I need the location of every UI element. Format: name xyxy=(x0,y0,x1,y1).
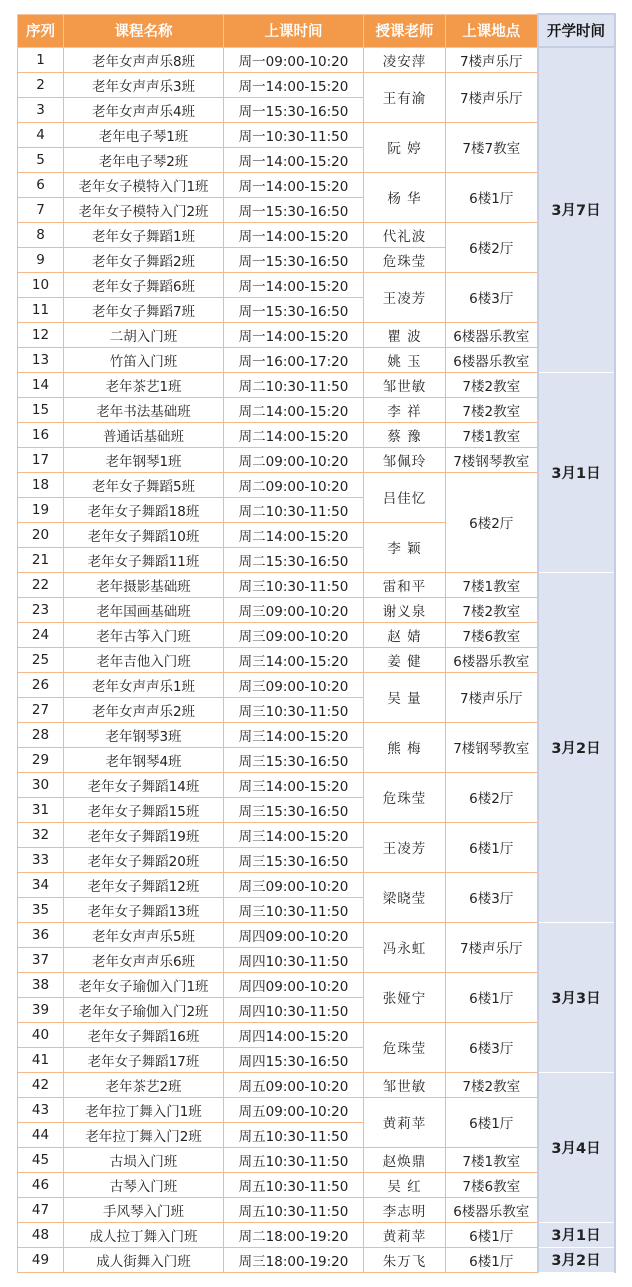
course-name-cell: 老年女子瑜伽入门2班 xyxy=(64,997,224,1022)
teacher-cell: 危珠莹 xyxy=(364,247,446,272)
course-name-cell: 老年女声声乐8班 xyxy=(64,47,224,72)
class-time-cell: 周一15:30-16:50 xyxy=(224,97,364,122)
table-row xyxy=(18,1072,615,1097)
class-time-cell: 周三14:00-15:20 xyxy=(224,822,364,847)
class-time-cell: 周三09:00-10:20 xyxy=(224,672,364,697)
course-name-cell: 老年女子舞蹈13班 xyxy=(64,897,224,922)
table-row xyxy=(18,922,615,947)
row-index-cell: 23 xyxy=(18,597,64,622)
location-cell: 7楼钢琴教室 xyxy=(446,722,538,772)
location-cell: 7楼声乐厅 xyxy=(446,72,538,122)
location-cell: 7楼6教室 xyxy=(446,1172,538,1197)
class-time-cell: 周三14:00-15:20 xyxy=(224,772,364,797)
course-name-cell: 老年电子琴2班 xyxy=(64,147,224,172)
teacher-cell: 姜 健 xyxy=(364,647,446,672)
row-index-cell: 36 xyxy=(18,922,64,947)
teacher-cell: 王凌芳 xyxy=(364,272,446,322)
course-name-cell: 老年钢琴3班 xyxy=(64,722,224,747)
class-time-cell: 周一15:30-16:50 xyxy=(224,297,364,322)
course-name-cell: 老年女子舞蹈15班 xyxy=(64,797,224,822)
header-index: 序列 xyxy=(18,14,64,47)
table-row xyxy=(18,1247,615,1272)
location-cell: 6楼器乐教室 xyxy=(446,347,538,372)
course-name-cell: 老年女子舞蹈5班 xyxy=(64,472,224,497)
table-row xyxy=(18,222,615,247)
table-row xyxy=(18,1097,615,1122)
teacher-cell: 阮 婷 xyxy=(364,122,446,172)
table-row xyxy=(18,472,615,497)
row-index-cell: 32 xyxy=(18,822,64,847)
teacher-cell: 冯永虹 xyxy=(364,922,446,972)
location-cell: 6楼1厅 xyxy=(446,822,538,872)
table-row xyxy=(18,397,615,422)
header-teacher: 授课老师 xyxy=(364,14,446,47)
location-cell: 7楼2教室 xyxy=(446,397,538,422)
location-cell: 6楼器乐教室 xyxy=(446,647,538,672)
table-row xyxy=(18,872,615,897)
location-cell: 6楼3厅 xyxy=(446,872,538,922)
row-index-cell: 4 xyxy=(18,122,64,147)
table-body xyxy=(18,47,615,1272)
row-index-cell: 44 xyxy=(18,1122,64,1147)
class-time-cell: 周二10:30-11:50 xyxy=(224,497,364,522)
class-time-cell: 周三10:30-11:50 xyxy=(224,572,364,597)
row-index-cell: 31 xyxy=(18,797,64,822)
class-time-cell: 周五09:00-10:20 xyxy=(224,1072,364,1097)
teacher-cell: 姚 玉 xyxy=(364,347,446,372)
class-time-cell: 周一14:00-15:20 xyxy=(224,272,364,297)
course-name-cell: 老年女子舞蹈17班 xyxy=(64,1047,224,1072)
row-index-cell: 37 xyxy=(18,947,64,972)
row-index-cell: 13 xyxy=(18,347,64,372)
location-cell: 6楼2厅 xyxy=(446,472,538,572)
course-name-cell: 老年钢琴1班 xyxy=(64,447,224,472)
row-index-cell: 14 xyxy=(18,372,64,397)
table-row xyxy=(18,722,615,747)
class-time-cell: 周三10:30-11:50 xyxy=(224,697,364,722)
row-index-cell: 17 xyxy=(18,447,64,472)
course-name-cell: 老年茶艺1班 xyxy=(64,372,224,397)
course-name-cell: 老年女子舞蹈7班 xyxy=(64,297,224,322)
row-index-cell: 26 xyxy=(18,672,64,697)
class-time-cell: 周二14:00-15:20 xyxy=(224,422,364,447)
row-index-cell: 19 xyxy=(18,497,64,522)
class-time-cell: 周四09:00-10:20 xyxy=(224,922,364,947)
table-row xyxy=(18,672,615,697)
row-index-cell: 39 xyxy=(18,997,64,1022)
teacher-cell: 邹世敏 xyxy=(364,372,446,397)
header-location: 上课地点 xyxy=(446,14,538,47)
class-time-cell: 周一14:00-15:20 xyxy=(224,222,364,247)
teacher-cell: 朱万飞 xyxy=(364,1247,446,1272)
table-row xyxy=(18,447,615,472)
course-name-cell: 老年女子瑜伽入门1班 xyxy=(64,972,224,997)
class-time-cell: 周三09:00-10:20 xyxy=(224,597,364,622)
class-time-cell: 周二18:00-19:20 xyxy=(224,1222,364,1247)
teacher-cell: 李 祥 xyxy=(364,397,446,422)
location-cell: 6楼1厅 xyxy=(446,1222,538,1247)
header-start-date: 开学时间 xyxy=(538,14,615,47)
class-time-cell: 周四10:30-11:50 xyxy=(224,997,364,1022)
table-row xyxy=(18,172,615,197)
row-index-cell: 27 xyxy=(18,697,64,722)
class-time-cell: 周一14:00-15:20 xyxy=(224,172,364,197)
course-name-cell: 手风琴入门班 xyxy=(64,1197,224,1222)
table-row xyxy=(18,72,615,97)
teacher-cell: 危珠莹 xyxy=(364,1022,446,1072)
class-time-cell: 周二14:00-15:20 xyxy=(224,522,364,547)
location-cell: 7楼1教室 xyxy=(446,422,538,447)
table-row xyxy=(18,1197,615,1222)
row-index-cell: 29 xyxy=(18,747,64,772)
class-time-cell: 周五10:30-11:50 xyxy=(224,1197,364,1222)
row-index-cell: 22 xyxy=(18,572,64,597)
row-index-cell: 5 xyxy=(18,147,64,172)
location-cell: 6楼3厅 xyxy=(446,272,538,322)
course-name-cell: 成人街舞入门班 xyxy=(64,1247,224,1272)
row-index-cell: 48 xyxy=(18,1222,64,1247)
teacher-cell: 李 颖 xyxy=(364,522,446,572)
row-index-cell: 1 xyxy=(18,47,64,72)
table-row xyxy=(18,47,615,72)
course-name-cell: 老年女声声乐2班 xyxy=(64,697,224,722)
class-time-cell: 周五10:30-11:50 xyxy=(224,1172,364,1197)
teacher-cell: 赵 婧 xyxy=(364,622,446,647)
table-row xyxy=(18,572,615,597)
class-time-cell: 周一14:00-15:20 xyxy=(224,72,364,97)
location-cell: 6楼1厅 xyxy=(446,1247,538,1272)
table-row xyxy=(18,1172,615,1197)
row-index-cell: 18 xyxy=(18,472,64,497)
row-index-cell: 6 xyxy=(18,172,64,197)
course-name-cell: 老年女子舞蹈2班 xyxy=(64,247,224,272)
course-name-cell: 老年女子舞蹈18班 xyxy=(64,497,224,522)
class-time-cell: 周一14:00-15:20 xyxy=(224,322,364,347)
row-index-cell: 12 xyxy=(18,322,64,347)
class-time-cell: 周二09:00-10:20 xyxy=(224,447,364,472)
class-time-cell: 周四10:30-11:50 xyxy=(224,947,364,972)
teacher-cell: 蔡 豫 xyxy=(364,422,446,447)
course-name-cell: 老年女子舞蹈12班 xyxy=(64,872,224,897)
row-index-cell: 20 xyxy=(18,522,64,547)
class-time-cell: 周三14:00-15:20 xyxy=(224,647,364,672)
row-index-cell: 21 xyxy=(18,547,64,572)
start-date-cell: 3月1日 xyxy=(538,1222,615,1247)
course-name-cell: 老年女声声乐1班 xyxy=(64,672,224,697)
course-name-cell: 老年拉丁舞入门2班 xyxy=(64,1122,224,1147)
class-time-cell: 周二15:30-16:50 xyxy=(224,547,364,572)
class-time-cell: 周一15:30-16:50 xyxy=(224,247,364,272)
class-time-cell: 周二09:00-10:20 xyxy=(224,472,364,497)
location-cell: 7楼2教室 xyxy=(446,597,538,622)
course-name-cell: 老年古筝入门班 xyxy=(64,622,224,647)
class-time-cell: 周三09:00-10:20 xyxy=(224,872,364,897)
location-cell: 6楼3厅 xyxy=(446,1022,538,1072)
location-cell: 7楼声乐厅 xyxy=(446,47,538,72)
teacher-cell: 熊 梅 xyxy=(364,722,446,772)
table-row xyxy=(18,822,615,847)
location-cell: 6楼1厅 xyxy=(446,972,538,1022)
table-row xyxy=(18,622,615,647)
header-class-time: 上课时间 xyxy=(224,14,364,47)
location-cell: 6楼2厅 xyxy=(446,772,538,822)
teacher-cell: 吴 红 xyxy=(364,1172,446,1197)
class-time-cell: 周一16:00-17:20 xyxy=(224,347,364,372)
table-row xyxy=(18,122,615,147)
class-time-cell: 周二14:00-15:20 xyxy=(224,397,364,422)
teacher-cell: 王有渝 xyxy=(364,72,446,122)
location-cell: 7楼2教室 xyxy=(446,1072,538,1097)
course-name-cell: 老年女子舞蹈14班 xyxy=(64,772,224,797)
row-index-cell: 47 xyxy=(18,1197,64,1222)
location-cell: 6楼1厅 xyxy=(446,1097,538,1147)
header-row xyxy=(18,14,615,47)
class-time-cell: 周四14:00-15:20 xyxy=(224,1022,364,1047)
table-header xyxy=(18,14,615,47)
start-date-cell: 3月1日 xyxy=(538,372,615,572)
location-cell: 7楼1教室 xyxy=(446,1147,538,1172)
location-cell: 7楼1教室 xyxy=(446,572,538,597)
class-time-cell: 周一10:30-11:50 xyxy=(224,122,364,147)
class-time-cell: 周一15:30-16:50 xyxy=(224,197,364,222)
teacher-cell: 邹佩玲 xyxy=(364,447,446,472)
location-cell: 6楼1厅 xyxy=(446,172,538,222)
teacher-cell: 吴 量 xyxy=(364,672,446,722)
table-row xyxy=(18,322,615,347)
table-row xyxy=(18,1022,615,1047)
location-cell: 7楼7教室 xyxy=(446,122,538,172)
teacher-cell: 邹世敏 xyxy=(364,1072,446,1097)
class-time-cell: 周一09:00-10:20 xyxy=(224,47,364,72)
start-date-cell: 3月3日 xyxy=(538,922,615,1072)
table-row xyxy=(18,1147,615,1172)
row-index-cell: 10 xyxy=(18,272,64,297)
row-index-cell: 41 xyxy=(18,1047,64,1072)
location-cell: 6楼2厅 xyxy=(446,222,538,272)
class-time-cell: 周五09:00-10:20 xyxy=(224,1097,364,1122)
row-index-cell: 7 xyxy=(18,197,64,222)
location-cell: 7楼钢琴教室 xyxy=(446,447,538,472)
table-row xyxy=(18,972,615,997)
class-time-cell: 周二10:30-11:50 xyxy=(224,372,364,397)
start-date-cell: 3月2日 xyxy=(538,1247,615,1272)
class-time-cell: 周三10:30-11:50 xyxy=(224,897,364,922)
location-cell: 7楼声乐厅 xyxy=(446,672,538,722)
teacher-cell: 瞿 波 xyxy=(364,322,446,347)
class-time-cell: 周四09:00-10:20 xyxy=(224,972,364,997)
class-time-cell: 周三15:30-16:50 xyxy=(224,797,364,822)
teacher-cell: 吕佳忆 xyxy=(364,472,446,522)
class-time-cell: 周五10:30-11:50 xyxy=(224,1147,364,1172)
location-cell: 7楼2教室 xyxy=(446,372,538,397)
course-name-cell: 老年拉丁舞入门1班 xyxy=(64,1097,224,1122)
teacher-cell: 黄莉苹 xyxy=(364,1097,446,1147)
table-row xyxy=(18,1222,615,1247)
row-index-cell: 30 xyxy=(18,772,64,797)
location-cell: 7楼声乐厅 xyxy=(446,922,538,972)
class-time-cell: 周三09:00-10:20 xyxy=(224,622,364,647)
course-name-cell: 普通话基础班 xyxy=(64,422,224,447)
start-date-cell: 3月4日 xyxy=(538,1072,615,1222)
table-row xyxy=(18,422,615,447)
teacher-cell: 凌安萍 xyxy=(364,47,446,72)
course-name-cell: 竹笛入门班 xyxy=(64,347,224,372)
course-name-cell: 老年国画基础班 xyxy=(64,597,224,622)
table-row xyxy=(18,647,615,672)
course-name-cell: 老年女声声乐3班 xyxy=(64,72,224,97)
table-row xyxy=(18,597,615,622)
row-index-cell: 49 xyxy=(18,1247,64,1272)
row-index-cell: 8 xyxy=(18,222,64,247)
course-name-cell: 老年摄影基础班 xyxy=(64,572,224,597)
course-name-cell: 老年女子舞蹈10班 xyxy=(64,522,224,547)
course-name-cell: 二胡入门班 xyxy=(64,322,224,347)
table-row xyxy=(18,772,615,797)
row-index-cell: 34 xyxy=(18,872,64,897)
course-name-cell: 老年吉他入门班 xyxy=(64,647,224,672)
teacher-cell: 王凌芳 xyxy=(364,822,446,872)
row-index-cell: 43 xyxy=(18,1097,64,1122)
location-cell: 6楼器乐教室 xyxy=(446,1197,538,1222)
course-name-cell: 老年女子模特入门1班 xyxy=(64,172,224,197)
location-cell: 7楼6教室 xyxy=(446,622,538,647)
row-index-cell: 40 xyxy=(18,1022,64,1047)
course-name-cell: 老年书法基础班 xyxy=(64,397,224,422)
row-index-cell: 35 xyxy=(18,897,64,922)
table-row xyxy=(18,272,615,297)
course-name-cell: 老年女子模特入门2班 xyxy=(64,197,224,222)
class-time-cell: 周一14:00-15:20 xyxy=(224,147,364,172)
row-index-cell: 9 xyxy=(18,247,64,272)
class-time-cell: 周三15:30-16:50 xyxy=(224,747,364,772)
teacher-cell: 赵焕鼎 xyxy=(364,1147,446,1172)
row-index-cell: 33 xyxy=(18,847,64,872)
course-name-cell: 老年女声声乐4班 xyxy=(64,97,224,122)
class-time-cell: 周三18:00-19:20 xyxy=(224,1247,364,1272)
class-time-cell: 周四15:30-16:50 xyxy=(224,1047,364,1072)
row-index-cell: 16 xyxy=(18,422,64,447)
row-index-cell: 28 xyxy=(18,722,64,747)
course-schedule-table xyxy=(17,13,616,1273)
course-name-cell: 老年钢琴4班 xyxy=(64,747,224,772)
teacher-cell: 谢义泉 xyxy=(364,597,446,622)
class-time-cell: 周五10:30-11:50 xyxy=(224,1122,364,1147)
teacher-cell: 代礼波 xyxy=(364,222,446,247)
teacher-cell: 张娅宁 xyxy=(364,972,446,1022)
row-index-cell: 11 xyxy=(18,297,64,322)
row-index-cell: 3 xyxy=(18,97,64,122)
teacher-cell: 雷和平 xyxy=(364,572,446,597)
course-name-cell: 老年女子舞蹈19班 xyxy=(64,822,224,847)
row-index-cell: 46 xyxy=(18,1172,64,1197)
row-index-cell: 42 xyxy=(18,1072,64,1097)
start-date-cell: 3月2日 xyxy=(538,572,615,922)
course-name-cell: 老年女子舞蹈1班 xyxy=(64,222,224,247)
row-index-cell: 25 xyxy=(18,647,64,672)
course-name-cell: 老年女子舞蹈16班 xyxy=(64,1022,224,1047)
course-name-cell: 老年女子舞蹈11班 xyxy=(64,547,224,572)
course-name-cell: 古埙入门班 xyxy=(64,1147,224,1172)
course-name-cell: 老年茶艺2班 xyxy=(64,1072,224,1097)
class-time-cell: 周三14:00-15:20 xyxy=(224,722,364,747)
location-cell: 6楼器乐教室 xyxy=(446,322,538,347)
course-name-cell: 老年女子舞蹈20班 xyxy=(64,847,224,872)
teacher-cell: 杨 华 xyxy=(364,172,446,222)
teacher-cell: 梁晓莹 xyxy=(364,872,446,922)
course-name-cell: 老年女声声乐6班 xyxy=(64,947,224,972)
row-index-cell: 24 xyxy=(18,622,64,647)
teacher-cell: 黄莉苹 xyxy=(364,1222,446,1247)
course-name-cell: 老年女声声乐5班 xyxy=(64,922,224,947)
course-name-cell: 成人拉丁舞入门班 xyxy=(64,1222,224,1247)
table-row xyxy=(18,372,615,397)
start-date-cell: 3月7日 xyxy=(538,47,615,372)
table-row xyxy=(18,347,615,372)
row-index-cell: 45 xyxy=(18,1147,64,1172)
teacher-cell: 李志明 xyxy=(364,1197,446,1222)
row-index-cell: 38 xyxy=(18,972,64,997)
course-name-cell: 古琴入门班 xyxy=(64,1172,224,1197)
class-time-cell: 周三15:30-16:50 xyxy=(224,847,364,872)
row-index-cell: 2 xyxy=(18,72,64,97)
header-course-name: 课程名称 xyxy=(64,14,224,47)
row-index-cell: 15 xyxy=(18,397,64,422)
teacher-cell: 危珠莹 xyxy=(364,772,446,822)
course-name-cell: 老年电子琴1班 xyxy=(64,122,224,147)
course-name-cell: 老年女子舞蹈6班 xyxy=(64,272,224,297)
